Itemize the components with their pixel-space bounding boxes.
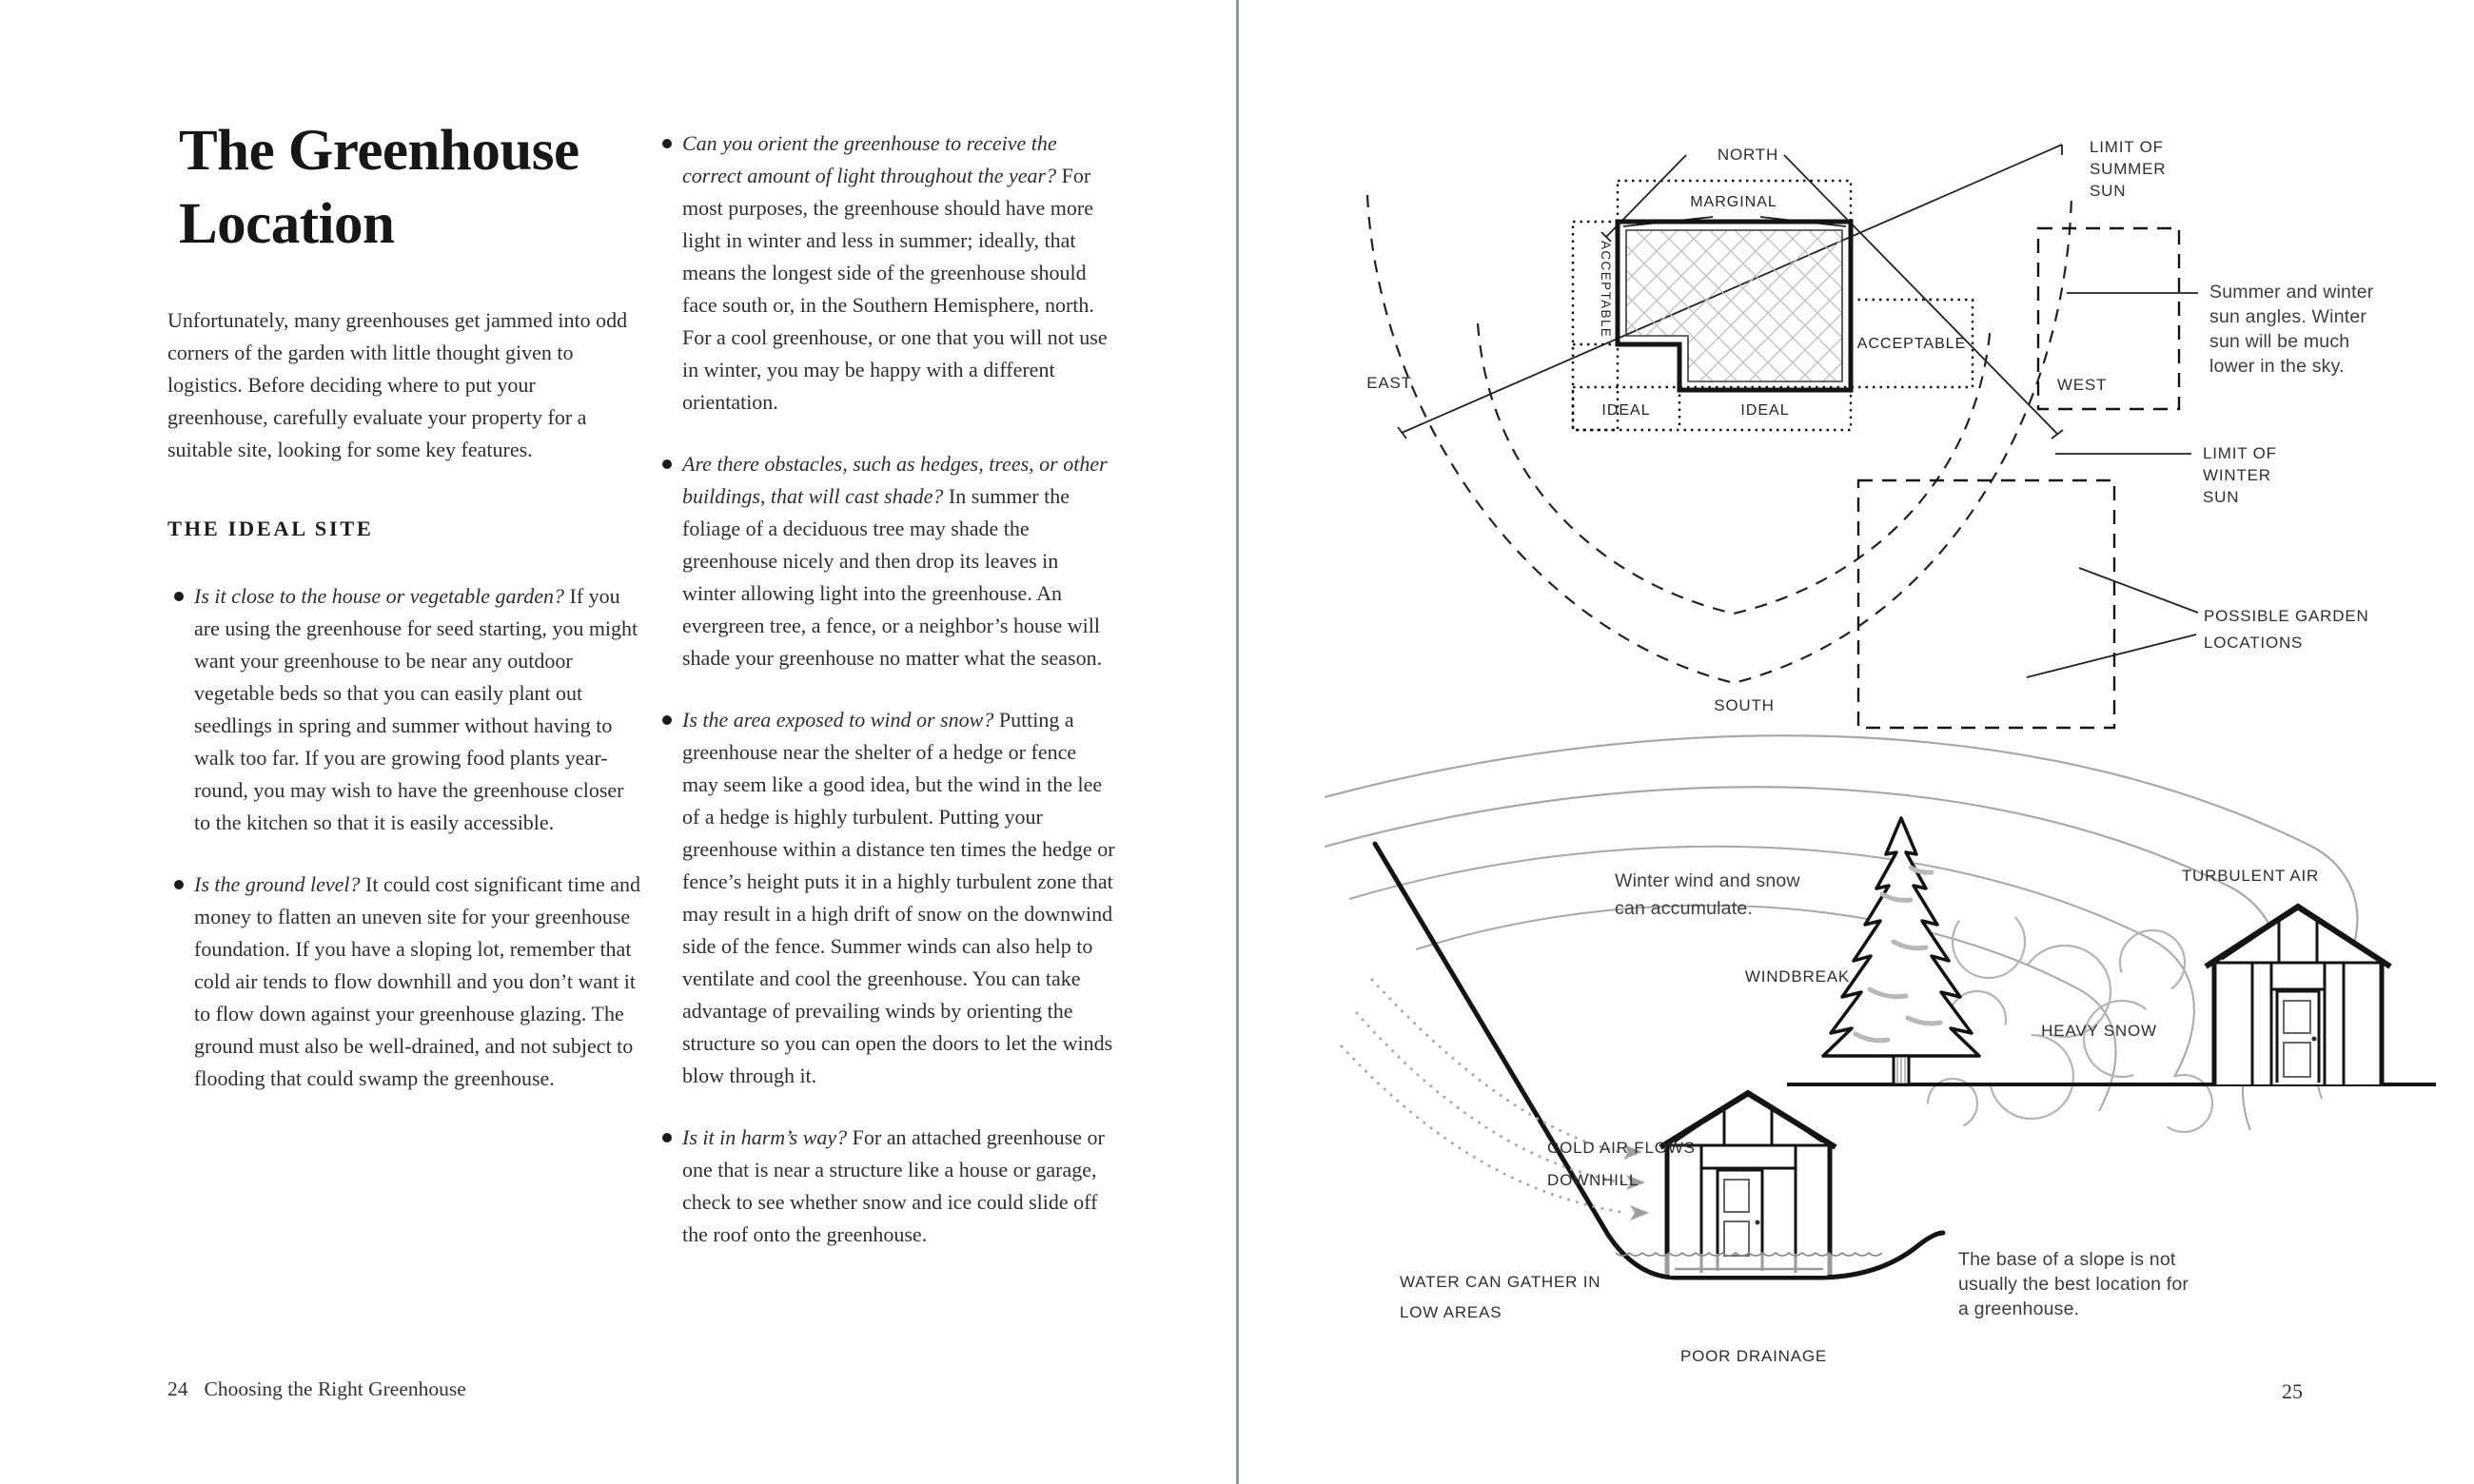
zone-acceptable-left-label: ACCEPTABLE xyxy=(1599,241,1613,339)
annotation-line: a greenhouse. xyxy=(1958,1298,2080,1319)
label-line: POSSIBLE GARDEN xyxy=(2204,607,2369,625)
compass-east-label: EAST xyxy=(1366,374,1412,392)
zone-ideal-center-label: IDEAL xyxy=(1740,402,1790,419)
compass-north-label: NORTH xyxy=(1717,146,1779,164)
annotation-line: usually the best location for xyxy=(1958,1274,2189,1295)
list-item-body: It could cost significant time and money to flatten an uneven site for your greenhouse foundation. If you have a sloping lot, remember that cold air tends to flow downhill and you don’t want it to flow down against your greenhouse glazing. The ground must also be well-drained, and not subject to flooding that could swamp the greenhouse. xyxy=(194,872,641,1090)
sun-angles-annotation xyxy=(2209,282,2374,377)
greenhouse-turbulent xyxy=(2206,907,2390,1084)
page-title xyxy=(179,114,712,261)
list-item xyxy=(167,869,643,1095)
page-number: 25 xyxy=(2282,1379,2303,1403)
annotation-line: The base of a slope is not xyxy=(1958,1249,2176,1270)
list-item-lead: Is the ground level? xyxy=(194,872,361,896)
annotation-line: sun will be much xyxy=(2209,331,2350,352)
water-gather-label xyxy=(1400,1273,1600,1321)
label-line: LOW AREAS xyxy=(1400,1303,1502,1321)
list-item-body: For an attached greenhouse or one that is near a structure like a house or garage, check to see whether snow and ice could slide off the roof onto the greenhouse. xyxy=(682,1125,1105,1246)
label-line: DOWNHILL xyxy=(1547,1171,1640,1189)
zone-ideal-left-label: IDEAL xyxy=(1601,402,1651,419)
list-item-lead: Is it in harm’s way? xyxy=(682,1125,848,1149)
page-divider xyxy=(1236,0,1239,1484)
windbreak-label: WINDBREAK xyxy=(1744,967,1850,986)
snow-swirls xyxy=(1928,906,2212,1132)
page-number: 24 xyxy=(167,1377,188,1400)
greenhouse-basin xyxy=(1660,1093,1836,1276)
annotation-line: Winter wind and snow xyxy=(1615,870,1800,891)
label-line: LIMIT OF xyxy=(2090,138,2164,156)
arrowhead xyxy=(1630,1205,1649,1220)
label-line: WINTER xyxy=(2203,466,2271,484)
chapter-title: Choosing the Right Greenhouse xyxy=(204,1377,466,1400)
greenhouse-glazing-hatch xyxy=(1626,230,1842,381)
list-item xyxy=(656,704,1116,1092)
garden-leader xyxy=(2079,568,2198,613)
left-page-footer xyxy=(167,1377,466,1401)
text-column-2 xyxy=(656,127,1116,1280)
tree-trunk xyxy=(1894,1056,1909,1084)
label-line: COLD AIR FLOWS xyxy=(1547,1139,1696,1157)
list-item xyxy=(167,580,643,839)
label-line: LOCATIONS xyxy=(2204,634,2304,652)
compass-south-label: SOUTH xyxy=(1714,696,1775,714)
list-item xyxy=(656,448,1116,674)
label-line: LIMIT OF xyxy=(2203,444,2277,462)
page-title-line2: Location xyxy=(179,192,395,256)
intro-paragraph: Unfortunately, many greenhouses get jammed into odd corners of the garden with little thought given to logistics. Before deciding where to put your greenhouse, carefully evaluate your property for a suitable site, looking for some key features. xyxy=(167,308,628,461)
list-item-lead: Is it close to the house or vegetable garden? xyxy=(194,584,564,608)
door-knob xyxy=(2312,1037,2317,1042)
annotation-line: sun angles. Winter xyxy=(2209,306,2367,327)
label-line: SUN xyxy=(2090,182,2127,200)
poor-drainage-label: POOR DRAINAGE xyxy=(1680,1347,1827,1365)
list-item-lead: Are there obstacles, such as hedges, trees, or other buildings, that will cast shade? xyxy=(682,452,1108,508)
list-item xyxy=(656,1122,1116,1251)
wind-sweep-lines xyxy=(1325,735,2357,1130)
annotation-line: lower in the sky. xyxy=(2209,356,2345,377)
wind-line xyxy=(1416,906,2116,1111)
sun-ray xyxy=(1601,155,1686,242)
list-item-body: Putting a greenhouse near the shelter of a hedge or fence may seem like a good idea, but the wind in the lee of a hedge is highly turbulent. Putting your greenhouse within a distance ten times the hedge or fence’s height puts it in a highly turbulent zone that may result in a high drift of snow on the downwind side of the fence. Summer winds can also help to ventilate and cool the greenhouse. You can take advantage of prevailing winds by orienting the structure so you can open the doors to let the winds blow through it. xyxy=(682,708,1115,1087)
possible-garden-locations-label xyxy=(2204,607,2369,652)
arrow-path xyxy=(1372,980,1620,1152)
section-heading: THE IDEAL SITE xyxy=(167,517,374,540)
zone-acceptable-right-label: ACCEPTABLE xyxy=(1856,336,1967,352)
site-plan-diagram xyxy=(1323,90,2474,756)
garden-leader xyxy=(2027,635,2196,677)
slope-wind-diagram xyxy=(1323,704,2474,1389)
list-item-body: If you are using the greenhouse for seed starting, you might want your greenhouse to be near any outdoor vegetable beds so that you can easily plant out seedlings in spring and summer without having to walk too far. If you are growing food plants year-round, you may wish to have the greenhouse closer to the kitchen so that it is easily accessible. xyxy=(194,584,638,834)
text-column-1 xyxy=(167,580,643,1124)
garden-location-lower xyxy=(1858,480,2114,728)
annotation-line: Summer and winter xyxy=(2209,282,2374,303)
wind-line xyxy=(1325,787,2278,1029)
label-line: WATER CAN GATHER IN xyxy=(1400,1273,1601,1291)
turbulent-air-label: TURBULENT AIR xyxy=(2181,867,2320,885)
list-item xyxy=(656,127,1116,419)
label-line: SUN xyxy=(2203,488,2240,506)
list-item-lead: Is the area exposed to wind or snow? xyxy=(682,708,994,732)
greenhouse-footprint xyxy=(1618,222,1851,390)
swirl xyxy=(1990,1035,2073,1119)
slope-note-annotation xyxy=(1958,1249,2189,1319)
list-item-body: For most purposes, the greenhouse should have more light in winter and less in summer; ideally, that means the longest side of the greenhouse should face south or, in the Southern Hemisphere, north. For a cool greenhouse, or one that you will not use in winter, you may be happy with a different orientation. xyxy=(682,164,1108,414)
annotation-line: can accumulate. xyxy=(1615,898,1753,919)
page-title-line1: The Greenhouse xyxy=(179,119,579,183)
heavy-snow-label: HEAVY SNOW xyxy=(2041,1022,2157,1040)
door-knob xyxy=(1756,1220,1760,1225)
wind-line xyxy=(1325,735,2357,991)
winter-wind-annotation xyxy=(1615,870,1800,919)
zone-marginal-label: MARGINAL xyxy=(1690,194,1777,210)
limit-of-summer-sun-label xyxy=(2090,138,2166,200)
limit-of-winter-sun-label xyxy=(2203,444,2277,506)
windbreak-tree xyxy=(1823,818,1979,1084)
list-item-lead: Can you orient the greenhouse to receive the correct amount of light throughout the year? xyxy=(682,131,1057,187)
label-line: SUMMER xyxy=(2090,160,2167,178)
list-item-body: In summer the foliage of a deciduous tree may shade the greenhouse nicely and then drop its leaves in winter allowing light into the greenhouse. An evergreen tree, a fence, or a neighbor’s house will shade your greenhouse no matter what the season. xyxy=(682,484,1103,670)
compass-west-label: WEST xyxy=(2056,376,2108,394)
